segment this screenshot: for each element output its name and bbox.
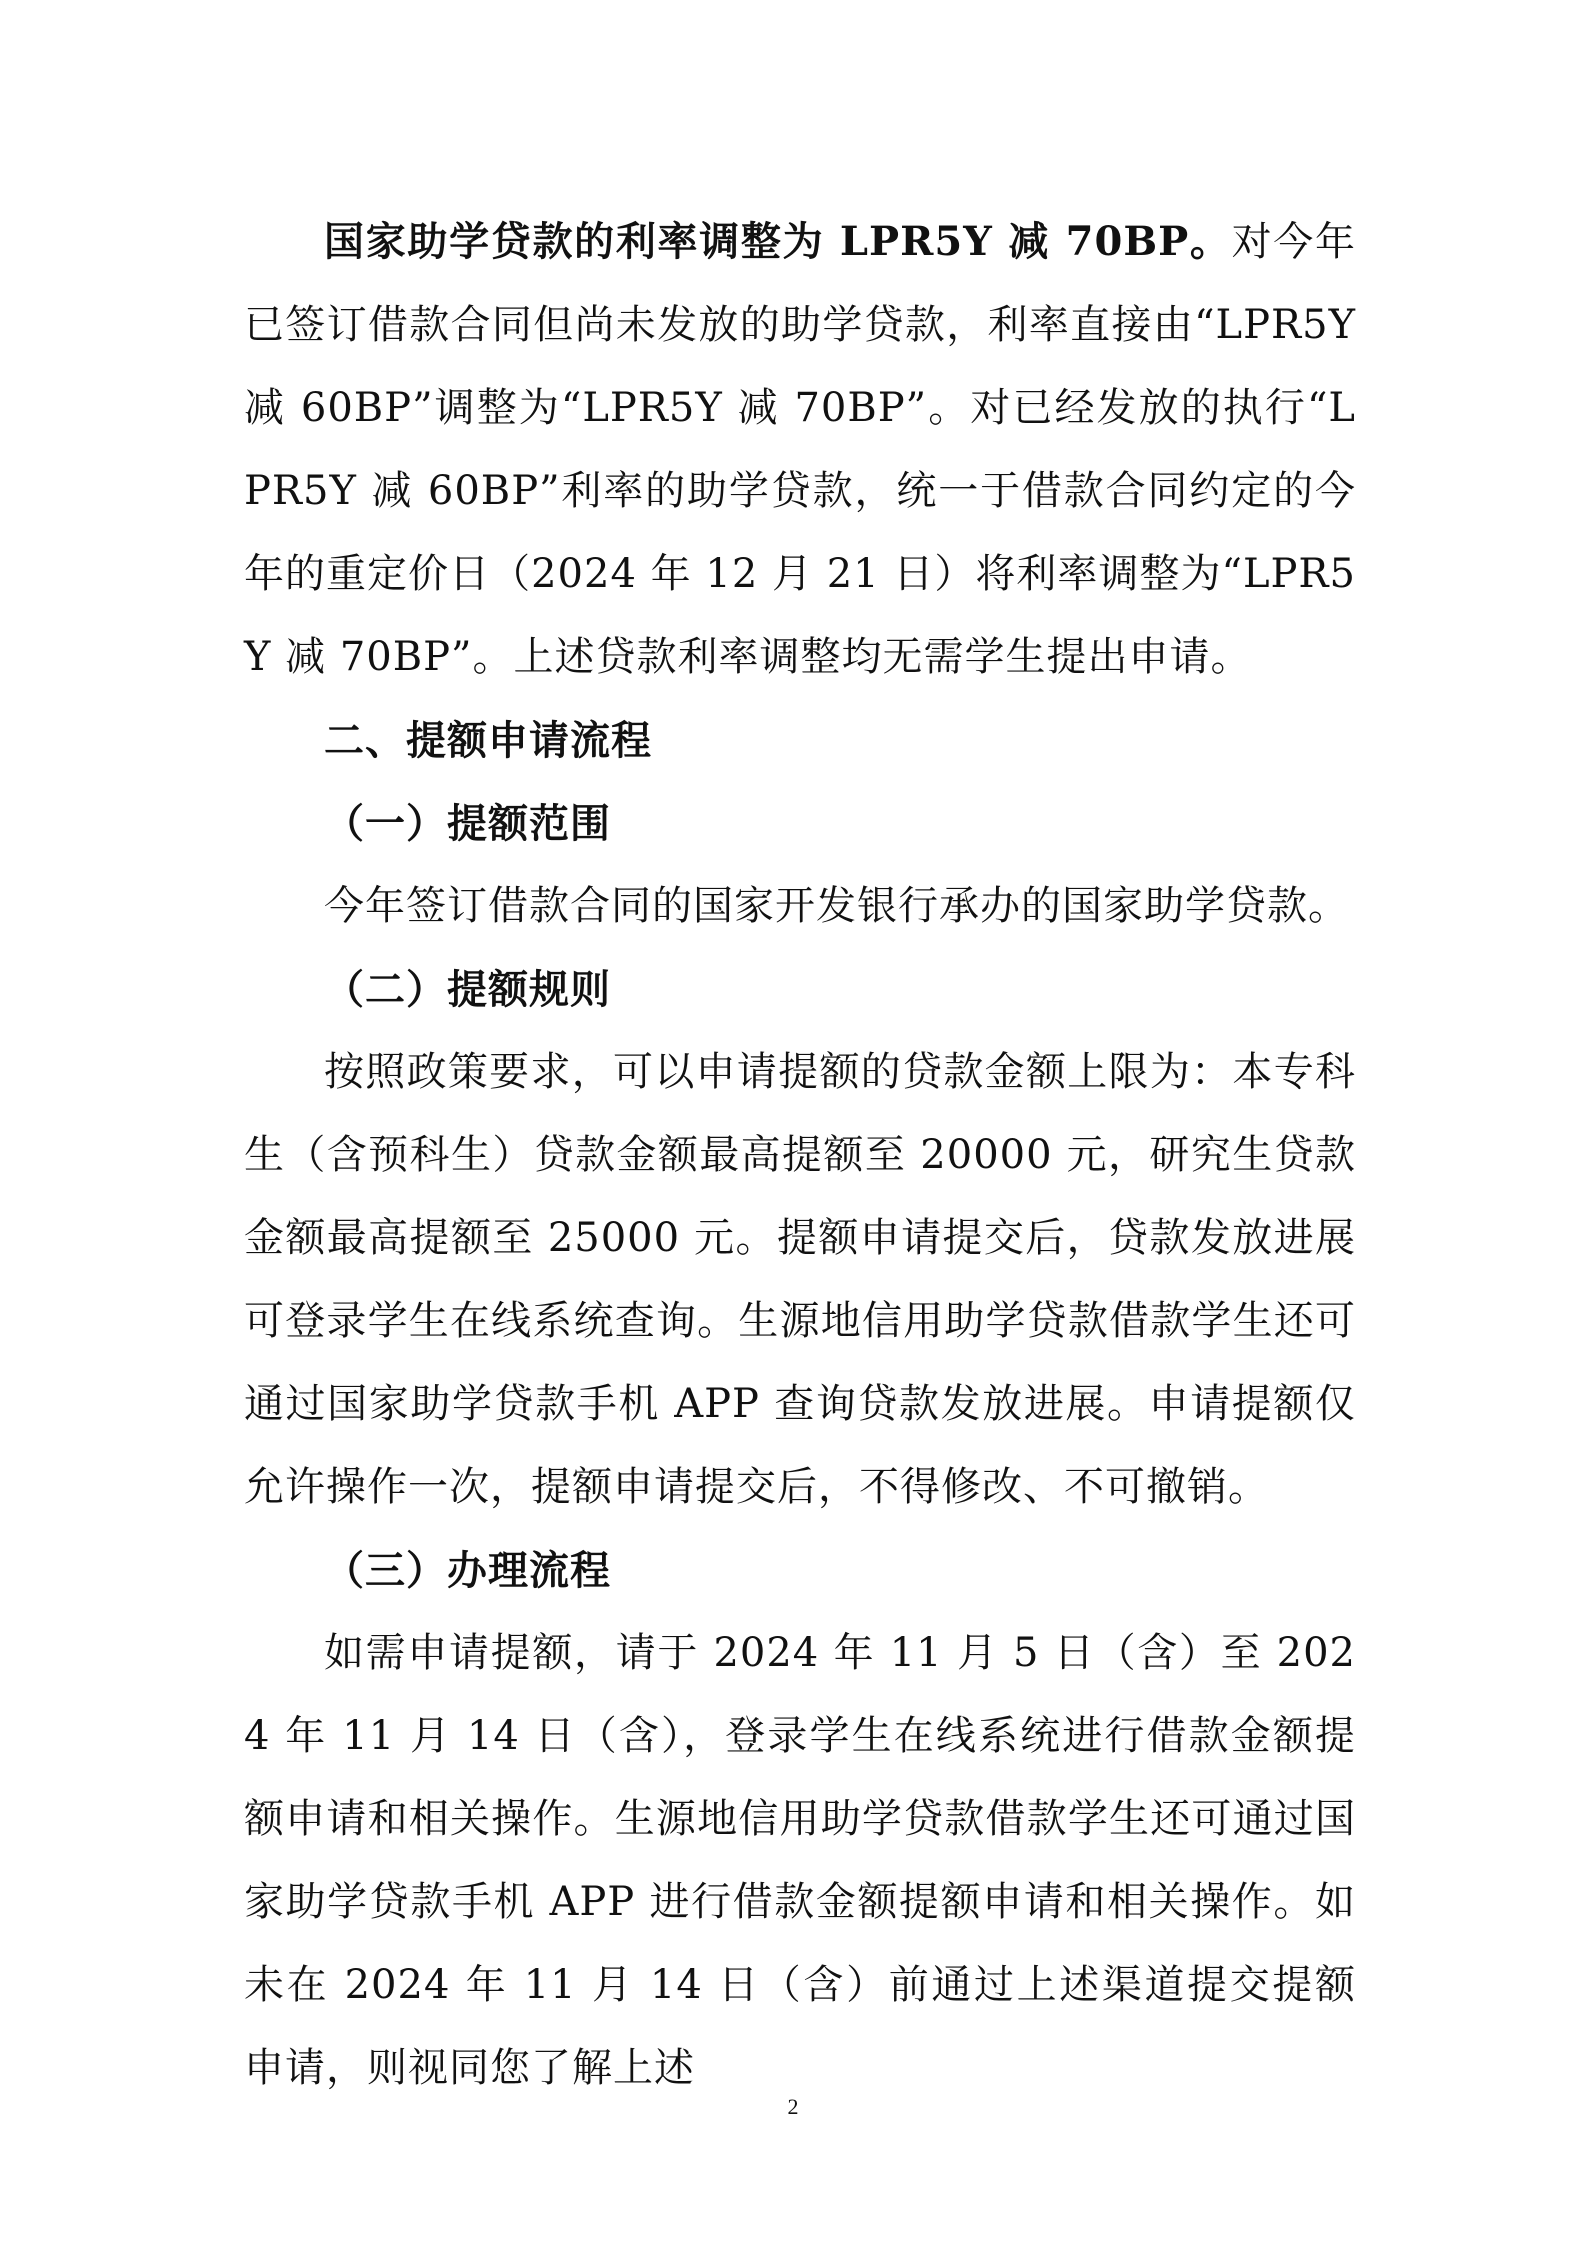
paragraph-rules: 按照政策要求，可以申请提额的贷款金额上限为：本专科生（含预科生）贷款金额最高提额至 20000 元，研究生贷款金额最高提额至 25000 元。提额申请提交后，贷款发放进展可登录学生在线系统查询。生源地信用助学贷款借款学生还可通过国家助学贷款手机 APP 查询贷款发放进展。申请提额仅允许操作一次，提额申请提交后，不得修改、不可撤销。 — [244, 1049, 1356, 1510]
paragraph-scope: 今年签订借款合同的国家开发银行承办的国家助学贷款。 — [324, 883, 1349, 929]
document-body — [244, 200, 1356, 2110]
paragraph-rate-adjustment — [244, 200, 1356, 699]
page-number: 2 — [787, 2094, 799, 2119]
paragraph-body-text: 对今年已签订借款合同但尚未发放的助学贷款，利率直接由“LPR5Y 减 60BP”调整为“LPR5Y 减 70BP”。对已经发放的执行“LPR5Y 减 60BP”利率的助学贷款，统一于借款合同约定的今年的重定价日（2024 年 12 月 21 日）将利率调整为“LPR5Y 减 70BP”。上述贷款利率调整均无需学生提出申请。 — [244, 219, 1356, 680]
subsection-heading-rules: （二）提额规则 — [324, 966, 611, 1013]
subsection-heading-process: （三）办理流程 — [324, 1547, 611, 1594]
subsection-heading-scope: （一）提额范围 — [324, 800, 611, 847]
section-heading-application-process: 二、提额申请流程 — [324, 717, 652, 764]
paragraph-process: 如需申请提额，请于 2024 年 11 月 5 日（含）至 2024 年 11 月 14 日（含），登录学生在线系统进行借款金额提额申请和相关操作。生源地信用助学贷款借款学生还可通过国家助学贷款手机 APP 进行借款金额提额申请和相关操作。如未在 2024 年 11 月 14 日（含）前通过上述渠道提交提额申请，则视同您了解上述 — [244, 1630, 1356, 2091]
paragraph-lead-text: 国家助学贷款的利率调整为 LPR5Y 减 70BP。 — [324, 218, 1232, 265]
